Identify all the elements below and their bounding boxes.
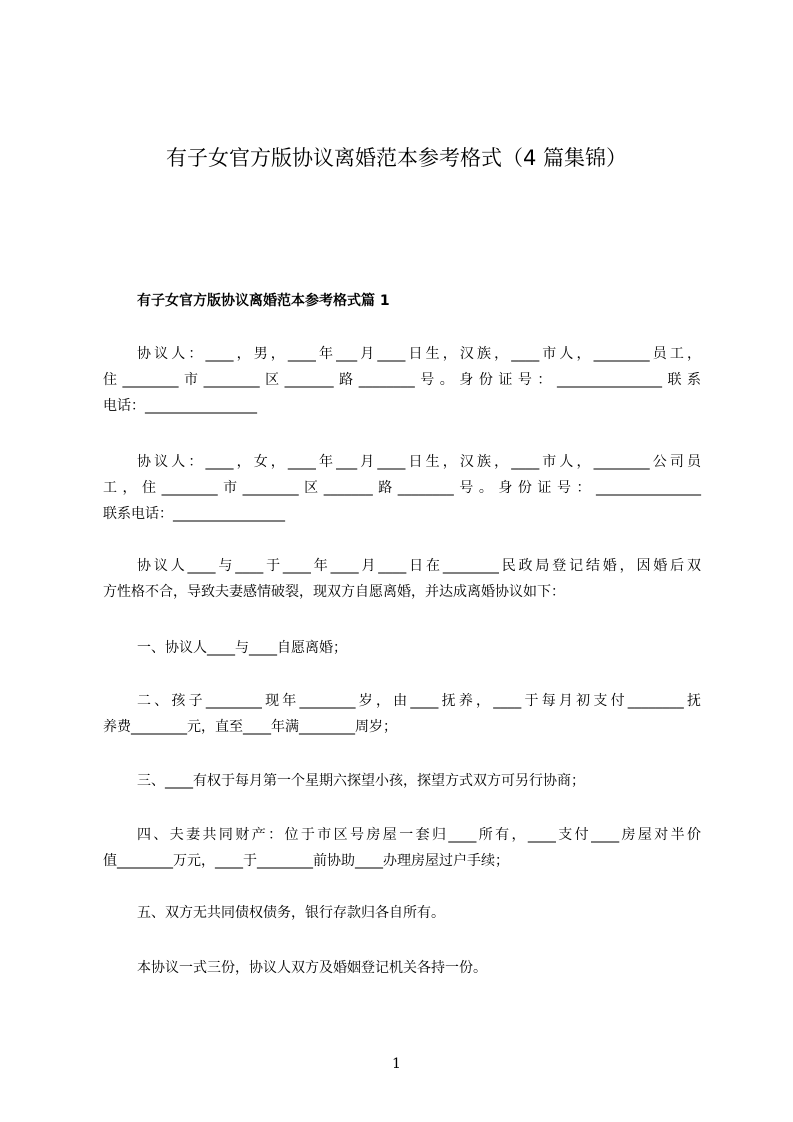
clause-3 (103, 768, 701, 794)
paragraph-line: 住________市________区_______路________号。身份证号：_______________联系 (103, 372, 701, 388)
clause-2 (103, 688, 701, 740)
paragraph-line: 五、双方无共同债权债务，银行存款归各自所有。 (137, 905, 445, 921)
party-female-paragraph (103, 449, 701, 527)
paragraph-line: 养费________元，直至____年满________周岁； (103, 719, 397, 735)
paragraph-line: 本协议一式三份，协议人双方及婚姻登记机关各持一份。 (137, 960, 487, 976)
paragraph-line: 四、夫妻共同财产：位于市区号房屋一套归____所有，____支付____房屋对半价 (137, 827, 701, 843)
document-title: 有子女官方版协议离婚范本参考格式（4 篇集锦） (165, 146, 628, 170)
marriage-paragraph (103, 553, 701, 605)
page-number: 1 (392, 1056, 401, 1072)
paragraph-line: 协议人：____，男，____年___月____日生，汉族，____市人，________员工， (137, 346, 701, 362)
paragraph-line: 值________万元，____于________前协助____办理房屋过户手续； (103, 853, 509, 869)
paragraph-line: 电话：________________ (103, 398, 257, 414)
section-title: 有子女官方版协议离婚范本参考格式篇 1 (137, 293, 390, 309)
paragraph-line: 方性格不合，导致夫妻感情破裂，现双方自愿离婚，并达成离婚协议如下： (103, 584, 565, 600)
party-male-paragraph (103, 341, 701, 419)
paragraph-line: 协议人：____，女，____年___月____日生，汉族，____市人，________公司员 (137, 454, 701, 470)
clause-4 (103, 822, 701, 874)
clause-5 (103, 900, 701, 926)
paragraph-line: 二、孩子________现年________岁，由____抚养，____于每月初支付________抚 (137, 693, 701, 709)
paragraph-line: 联系电话：________________ (103, 506, 285, 522)
paragraph-line: 三、____有权于每月第一个星期六探望小孩，探望方式双方可另行协商； (137, 773, 585, 789)
paragraph-line: 协议人____与____于____年____月____日在________民政局登记结婚，因婚后双 (137, 558, 701, 574)
closing-paragraph (103, 955, 701, 981)
paragraph-line: 工，住________市________区_______路________号。身份证号：_______________ (103, 480, 701, 496)
paragraph-line: 一、协议人____与____自愿离婚； (137, 640, 347, 656)
clause-1 (103, 635, 701, 661)
